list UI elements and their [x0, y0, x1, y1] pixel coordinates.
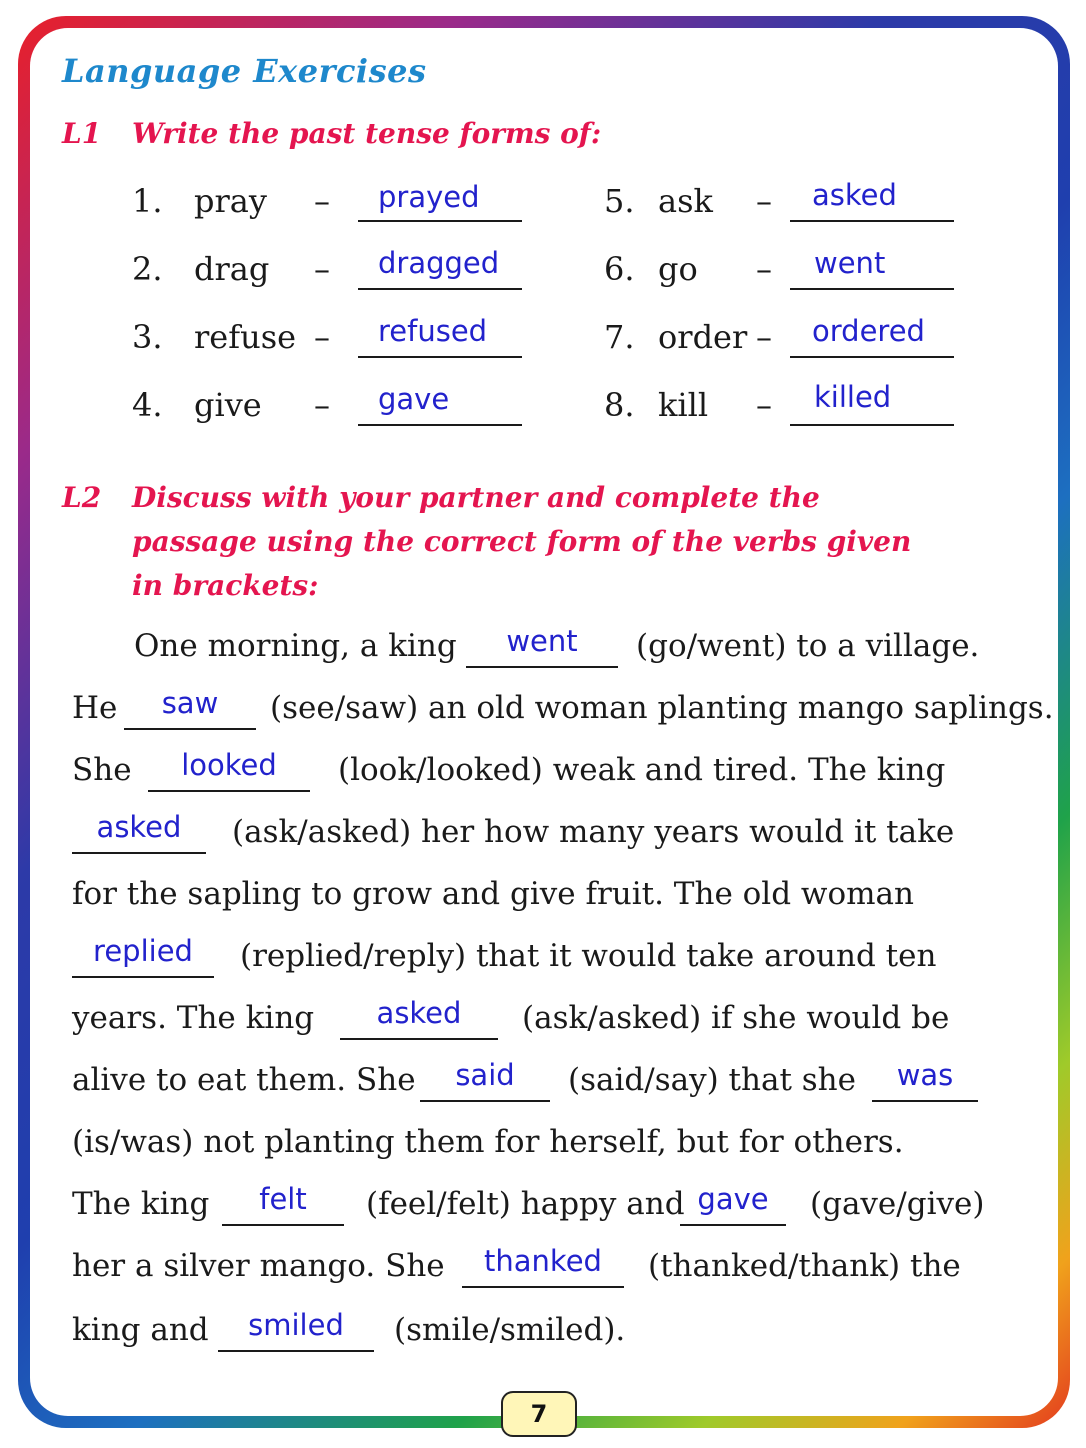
section-heading: Language Exercises — [62, 52, 427, 90]
passage-text: (feel/felt) happy and — [366, 1186, 685, 1222]
item-dash: – — [314, 182, 330, 220]
item-number: 2. — [132, 250, 163, 288]
item-dash: – — [756, 250, 772, 288]
passage-text: (go/went) to a village. — [636, 628, 980, 664]
passage-blank[interactable] — [222, 1182, 344, 1226]
passage-text: (replied/reply) that it would take around ten — [240, 938, 937, 974]
past-tense-item-1 — [132, 182, 532, 232]
passage-text: She — [72, 752, 132, 788]
item-number: 8. — [604, 386, 635, 424]
item-dash: – — [756, 318, 772, 356]
passage-text: (look/looked) weak and tired. The king — [338, 752, 946, 788]
item-word: go — [658, 250, 698, 288]
past-tense-item-8 — [604, 380, 964, 436]
l2-instruction-line-1: Discuss with your partner and complete the — [132, 481, 820, 514]
answer-text: looked — [181, 748, 277, 782]
passage-text: (ask/asked) her how many years would it take — [232, 814, 955, 850]
passage-text: (is/was) not planting them for herself, but for others. — [72, 1124, 904, 1160]
answer-blank[interactable] — [790, 180, 954, 222]
passage-blank[interactable] — [340, 996, 498, 1040]
past-tense-item-3 — [132, 314, 532, 368]
answer-text: was — [896, 1058, 954, 1092]
answer-blank[interactable] — [790, 316, 954, 358]
item-dash: – — [314, 250, 330, 288]
item-word: ask — [658, 182, 713, 220]
answer-text: killed — [814, 380, 892, 414]
passage-text: king and — [72, 1312, 209, 1348]
answer-text: asked — [96, 810, 182, 844]
l2-instruction-line-3: in brackets: — [132, 569, 319, 602]
answer-text: ordered — [812, 314, 925, 348]
page-number: 7 — [501, 1391, 577, 1437]
passage-text: The king — [72, 1186, 210, 1222]
passage-blank[interactable] — [466, 624, 618, 668]
answer-text: felt — [259, 1182, 307, 1216]
item-number: 7. — [604, 318, 635, 356]
l1-number: L1 — [62, 117, 102, 150]
item-word: drag — [194, 250, 270, 288]
passage-text: (see/saw) an old woman planting mango saplings. — [270, 690, 1054, 726]
answer-text: gave — [378, 382, 450, 416]
item-number: 6. — [604, 250, 635, 288]
answer-text: asked — [376, 996, 462, 1030]
answer-blank[interactable] — [358, 248, 522, 290]
l2-number: L2 — [62, 481, 102, 514]
answer-text: prayed — [378, 180, 480, 214]
answer-text: asked — [812, 178, 897, 212]
past-tense-item-2 — [132, 246, 532, 300]
answer-blank[interactable] — [358, 180, 522, 222]
answer-text: replied — [93, 934, 193, 968]
l1-instruction: Write the past tense forms of: — [132, 117, 602, 150]
answer-text: gave — [697, 1182, 769, 1216]
passage-text: her a silver mango. She — [72, 1248, 445, 1284]
passage-text: One morning, a king — [134, 628, 457, 664]
item-dash: – — [756, 386, 772, 424]
item-number: 3. — [132, 318, 163, 356]
answer-text: thanked — [484, 1244, 602, 1278]
passage-text: (smile/smiled). — [394, 1312, 626, 1348]
past-tense-item-6 — [604, 246, 964, 300]
item-word: kill — [658, 386, 709, 424]
passage-text: alive to eat them. She — [72, 1062, 416, 1098]
answer-blank[interactable] — [358, 384, 522, 426]
passage-blank[interactable] — [72, 934, 214, 978]
answer-text: saw — [161, 686, 219, 720]
passage-blank[interactable] — [462, 1244, 624, 1288]
answer-blank[interactable] — [790, 248, 954, 290]
passage-blank[interactable] — [218, 1308, 374, 1352]
item-number: 5. — [604, 182, 635, 220]
passage-blank[interactable] — [420, 1058, 550, 1102]
past-tense-item-4 — [132, 382, 532, 436]
l2-header — [62, 476, 1022, 608]
passage-text: (gave/give) — [810, 1186, 985, 1222]
passage-text: (said/say) that she — [568, 1062, 856, 1098]
answer-text: dragged — [378, 246, 500, 280]
past-tense-item-7 — [604, 314, 964, 368]
item-dash: – — [756, 182, 772, 220]
passage-text: (ask/asked) if she would be — [522, 1000, 950, 1036]
item-dash: – — [314, 386, 330, 424]
item-word: pray — [194, 182, 267, 220]
answer-text: said — [455, 1058, 515, 1092]
answer-text: went — [814, 246, 886, 280]
answer-text: refused — [378, 314, 488, 348]
passage-blank[interactable] — [148, 748, 310, 792]
passage-text: for the sapling to grow and give fruit. The old woman — [72, 876, 914, 912]
passage-blank[interactable] — [124, 686, 256, 730]
item-dash: – — [314, 318, 330, 356]
passage-text: (thanked/thank) the — [648, 1248, 961, 1284]
l1-header — [62, 112, 962, 156]
answer-blank[interactable] — [358, 316, 522, 358]
passage-blank[interactable] — [72, 810, 206, 854]
item-word: order — [658, 318, 748, 356]
item-word: refuse — [194, 318, 297, 356]
passage-blank[interactable] — [680, 1182, 786, 1226]
item-number: 4. — [132, 386, 163, 424]
answer-text: went — [506, 624, 578, 658]
item-number: 1. — [132, 182, 163, 220]
answer-text: smiled — [248, 1308, 344, 1342]
item-word: give — [194, 386, 262, 424]
passage-blank[interactable] — [872, 1058, 978, 1102]
passage-text: years. The king — [72, 1000, 315, 1036]
past-tense-item-5 — [604, 178, 964, 232]
passage-text: He — [72, 690, 118, 726]
answer-blank[interactable] — [790, 380, 954, 426]
l2-instruction-line-2: passage using the correct form of the verbs given — [132, 525, 912, 558]
